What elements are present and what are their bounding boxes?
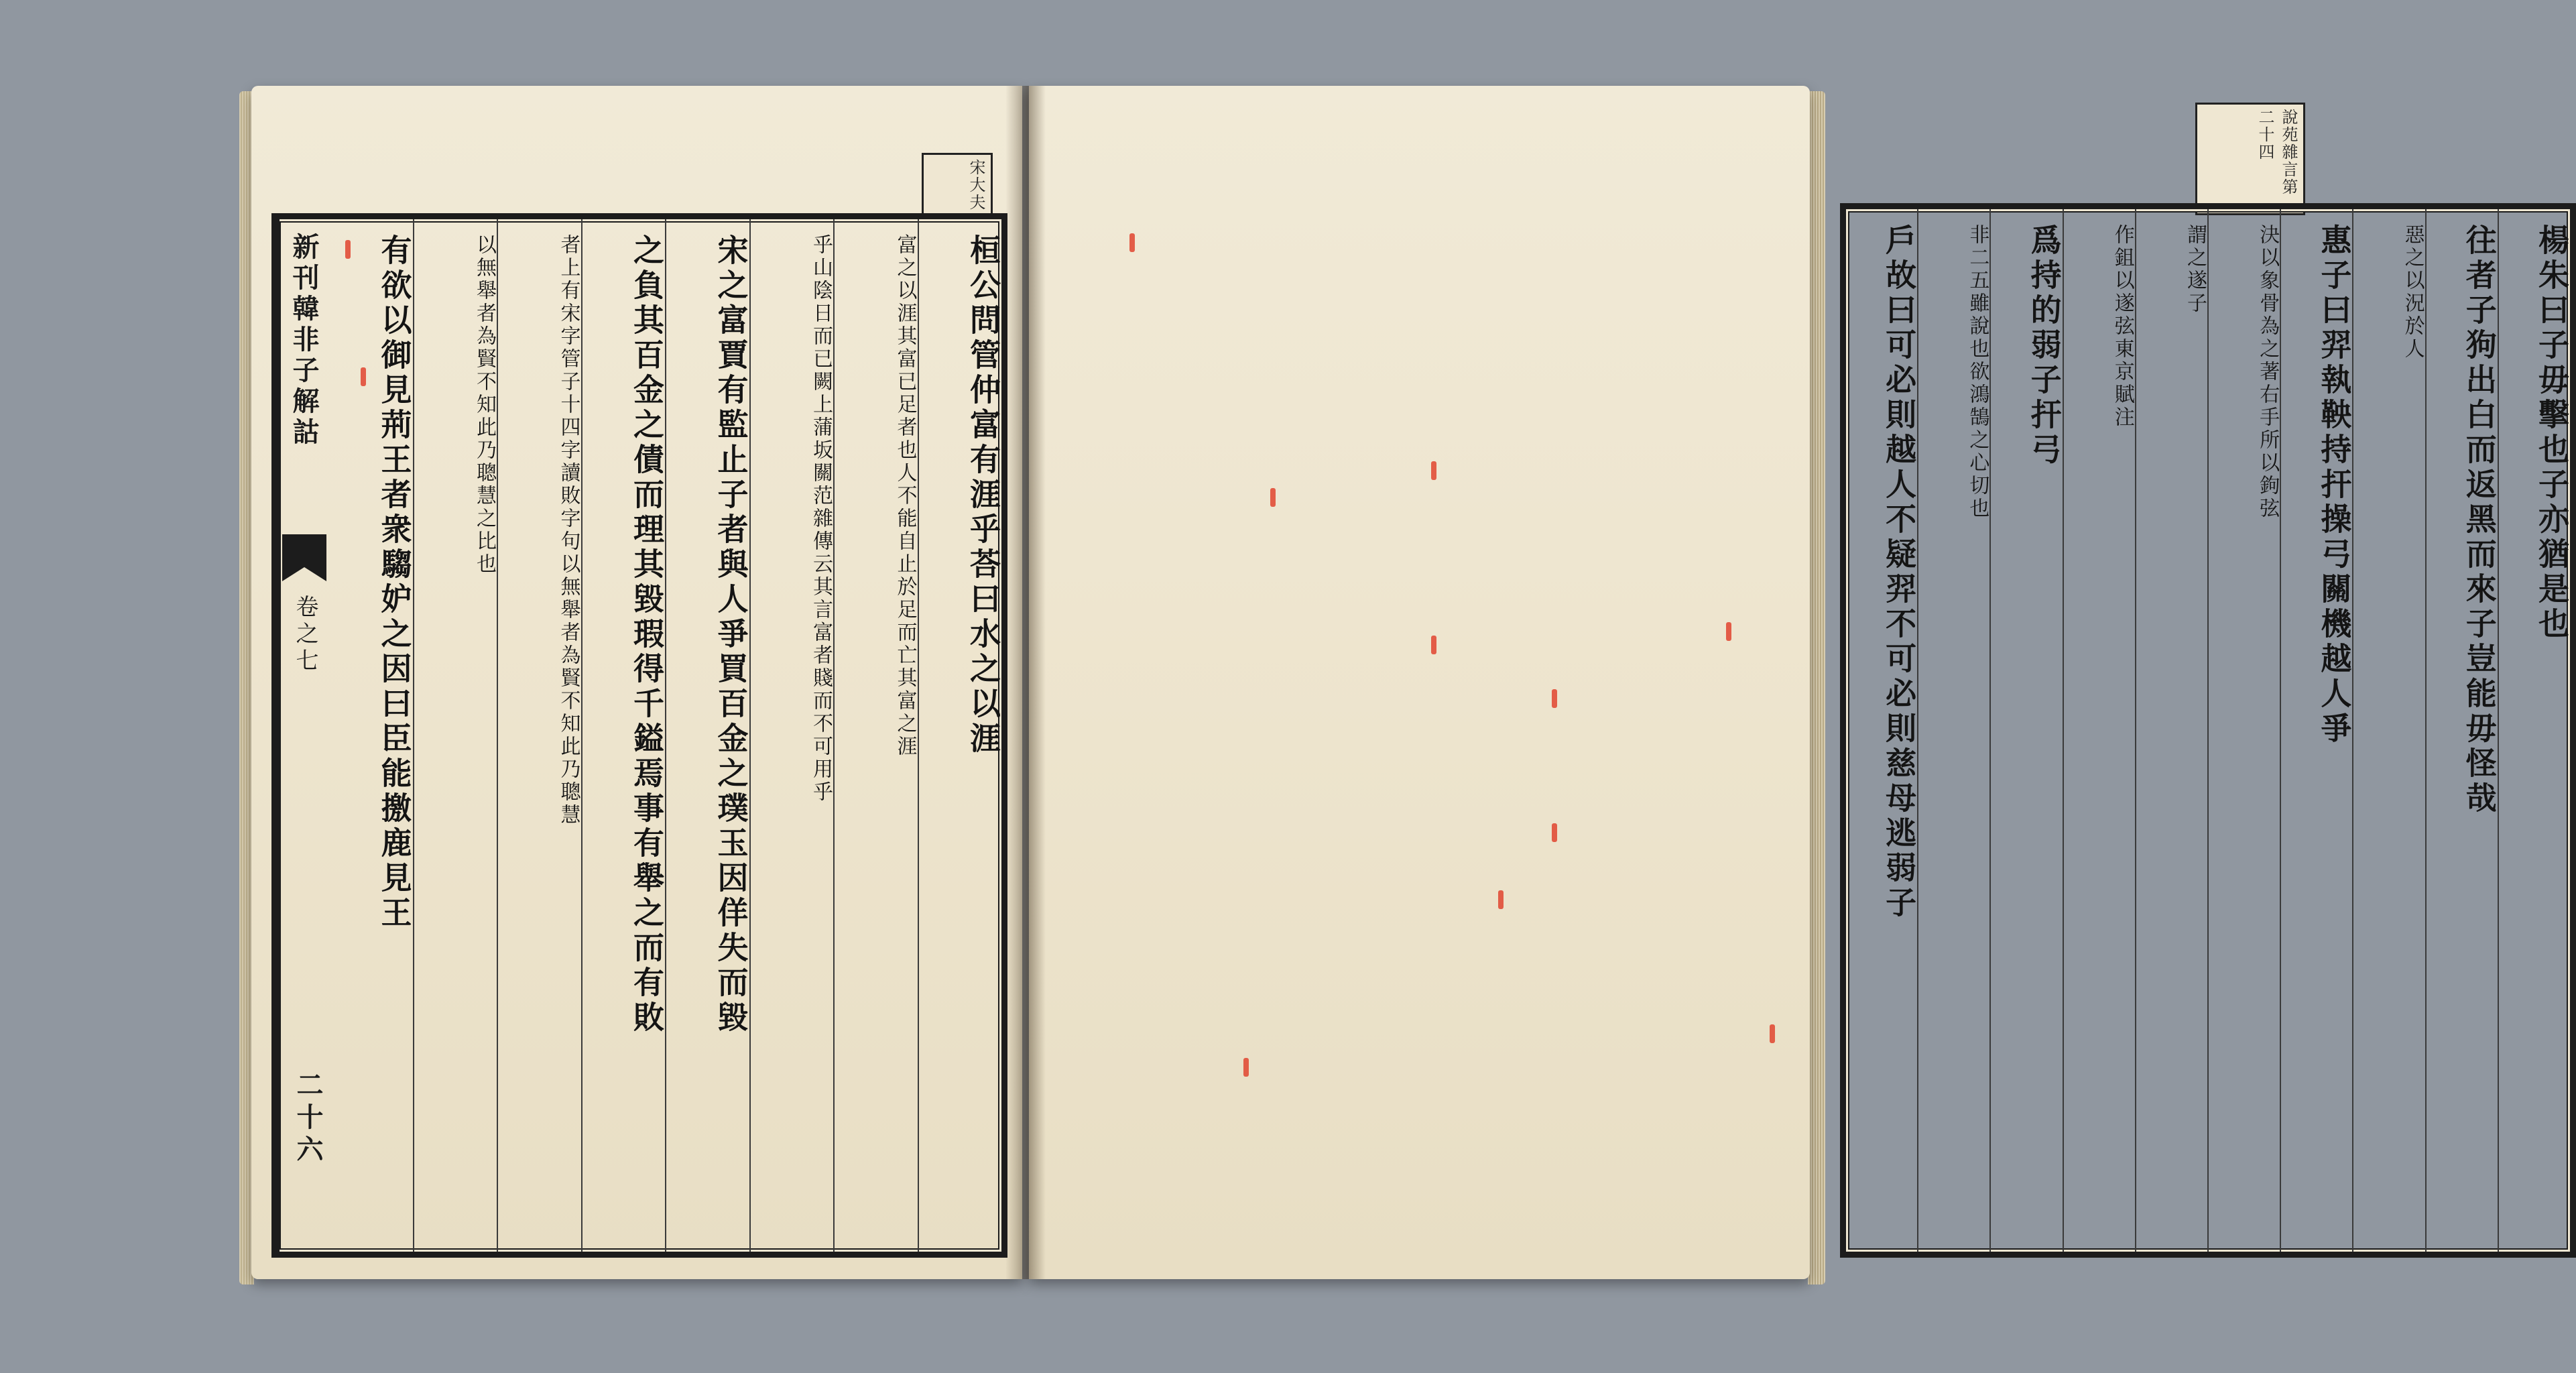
headnote-right: 說苑雜言第二十四: [2195, 103, 2305, 215]
text-column: 謂之遂子: [2135, 209, 2207, 1252]
volume-label: 卷之七: [292, 595, 318, 675]
red-punctuation-mark: [1431, 461, 1436, 480]
book-gutter: [1005, 86, 1046, 1279]
red-punctuation-mark: [1726, 622, 1731, 641]
text-column: 有欲以御見荊王者衆騶妒之因曰臣能撽鹿見王: [376, 234, 413, 931]
text-column: 決以象骨為之著右手所以鉤弦: [2207, 209, 2280, 1252]
text-column: 富之以涯其富已足者也人不能自止於足而亡其富之涯: [833, 219, 918, 1252]
red-punctuation-mark: [1243, 1058, 1249, 1077]
text-column: 桓公問管仲富有涯乎荅曰水之以涯: [918, 219, 1002, 1252]
text-column: 宋之富賈有監止子者與人爭買百金之璞玉因佯失而毀: [665, 219, 749, 1252]
right-columns: [1846, 209, 2570, 1252]
red-punctuation-mark: [361, 367, 366, 386]
text-column: 乎山陰日而已闕上蒲坂關范雜傳云其言富者賤而不可用乎: [749, 219, 834, 1252]
page-edges-right: [1808, 91, 1825, 1285]
text-column: 作鉏以遂弦東京賦注: [2063, 209, 2135, 1252]
right-page: [1029, 86, 2570, 1279]
red-punctuation-mark: [1129, 233, 1135, 252]
left-page: [251, 86, 1022, 1279]
text-column: 惠子曰羿執鞅持扞操弓關機越人爭: [2280, 209, 2352, 1252]
fish-tail-mark: [282, 534, 326, 581]
open-book: [251, 86, 2570, 1290]
red-punctuation-mark: [1498, 890, 1504, 909]
red-punctuation-mark: [1552, 689, 1557, 708]
red-punctuation-mark: [1552, 823, 1557, 842]
red-punctuation-mark: [1770, 1024, 1775, 1043]
text-column: 往者子狗出白而返黑而來子豈能毋怪哉: [2425, 209, 2498, 1252]
headnote-left: 宋大夫: [922, 153, 993, 219]
text-column: 非二五雖說也欲鴻鵠之心切也: [1917, 209, 1989, 1252]
margin-strip: [278, 219, 332, 1252]
red-punctuation-mark: [1270, 488, 1276, 507]
red-punctuation-mark: [345, 240, 351, 259]
text-column: 楊朱曰子毋擊也子亦猶是也: [2498, 209, 2570, 1252]
text-column: 戶故曰可必則越人不疑羿不可必則慈母逃弱子: [1881, 224, 1918, 921]
red-punctuation-mark: [1431, 636, 1436, 654]
text-column: 爲持的弱子扞弓: [1989, 209, 2062, 1252]
right-text-frame: [1840, 203, 2576, 1258]
left-columns: [330, 219, 1001, 1252]
text-column: 者上有宋字管子十四字讀敗字句以無舉者為賢不知此乃聰慧: [497, 219, 581, 1252]
book-title: 新刊韓非子解詁: [288, 233, 320, 449]
left-text-frame: [271, 213, 1007, 1258]
text-column: 以無舉者為賢不知此乃聰慧之比也: [413, 219, 497, 1252]
folio-number: 二十六: [292, 1071, 324, 1167]
text-column: 之負其百金之債而理其毀瑕得千鎰焉事有舉之而有敗: [581, 219, 666, 1252]
text-column: 惡之以況於人: [2352, 209, 2425, 1252]
